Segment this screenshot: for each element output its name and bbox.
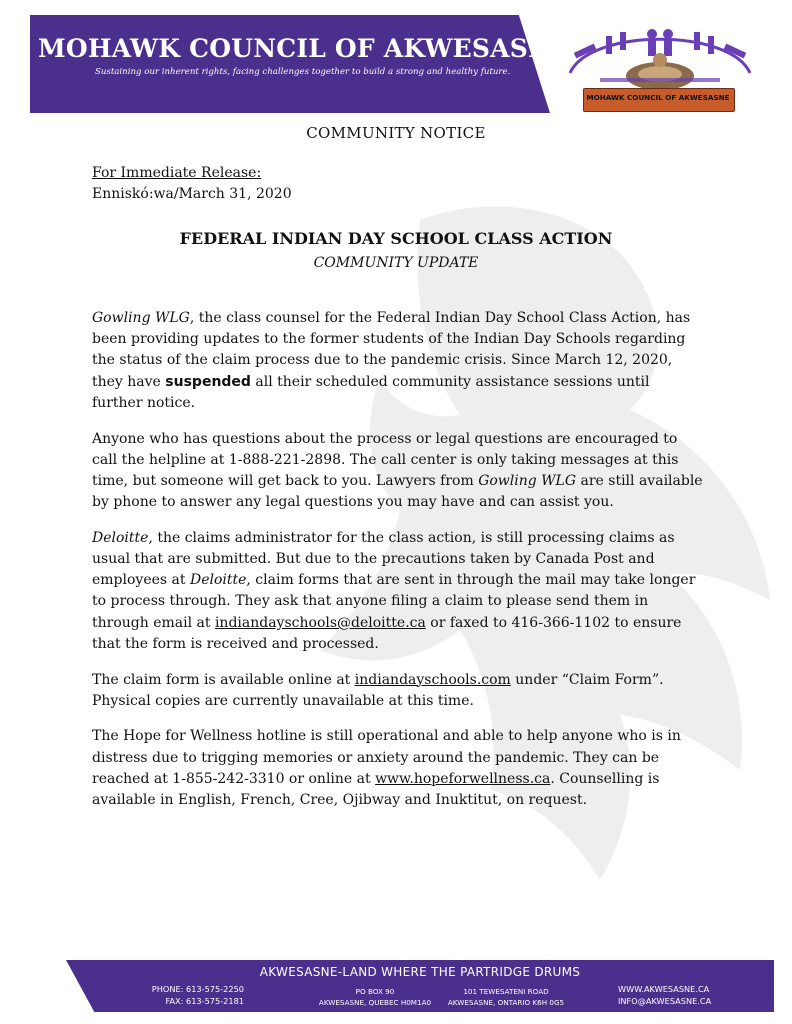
organization-name: MOHAWK COUNCIL OF AKWESASNE <box>38 34 571 63</box>
emphasis-suspended: suspended <box>165 373 251 390</box>
release-label: For Immediate Release: <box>92 165 262 181</box>
text-run: . Counselling is available in English, French, Cree, Ojibway and Inuktitut, on request. <box>92 770 660 809</box>
header-banner <box>30 15 571 113</box>
wellness-website-link[interactable]: www.hopeforwellness.ca <box>375 770 551 787</box>
footer-web-block <box>618 983 748 1007</box>
footer-road-city: AKWESASNE, ONTARIO K6H 0G5 <box>447 998 565 1007</box>
footer-po-city: AKWESASNE, QUEBEC H0M1A0 <box>318 998 432 1007</box>
paragraph-helpline <box>92 429 704 514</box>
footer-website-link[interactable]: WWW.AKWESASNE.CA <box>618 984 710 994</box>
text-run: , claim forms that are sent in through the mail may take longer to process through. They ask that anyone filing a claim to please send them in through email at <box>92 572 696 631</box>
paragraph-gowling-update <box>92 308 704 414</box>
footer-road: 101 TEWESATENI ROAD <box>463 987 549 996</box>
footer-phone-block <box>140 983 244 1007</box>
footer-fax: FAX: 613-575-2181 <box>165 996 244 1006</box>
footer-phone: PHONE: 613-575-2250 <box>151 984 244 994</box>
text-run: The Hope for Wellness hotline is still operational and able to help anyone who is in distress due to trigging memories or anxiety around the pandemic. They can be reached at 1-855-242-3310 or online at <box>92 728 681 787</box>
footer-po-box: PO BOX 90 <box>355 987 395 996</box>
footer-motto: AKWESASNE-LAND WHERE THE PARTRIDGE DRUMS <box>259 965 581 979</box>
paragraph-deloitte <box>92 528 704 655</box>
subheadline: COMMUNITY UPDATE <box>313 255 479 271</box>
paragraph-claim-form <box>92 670 704 712</box>
footer-email-link[interactable]: INFO@AKWESASNE.CA <box>618 996 712 1006</box>
text-run: , the class counsel for the Federal Indian Day School Class Action, has been providing updates to the former students of the Indian Day Schools regarding the status of the claim process due to the pandemic crisis. Since March 12, 2020, they have <box>92 310 691 390</box>
paragraphs <box>92 308 704 826</box>
text-run: under “Claim Form”. Physical copies are currently unavailable at this time. <box>92 671 664 709</box>
email-link[interactable]: indiandayschools@deloitte.ca <box>214 614 426 631</box>
text-run: The claim form is available online at <box>92 671 355 688</box>
footer-po-block <box>310 986 440 1008</box>
organization-tagline: Sustaining our inherent rights, facing challenges together to build a strong and healthy future. <box>95 67 511 77</box>
text-run: all their scheduled community assistance sessions until further notice. <box>92 373 650 411</box>
paragraph-hope-for-wellness <box>92 726 704 811</box>
claim-website-link[interactable]: indiandayschools.com <box>354 671 511 688</box>
headline: FEDERAL INDIAN DAY SCHOOL CLASS ACTION <box>179 229 613 248</box>
seal-label: MOHAWK COUNCIL OF AKWESASNE <box>586 93 730 102</box>
org-deloitte: Deloitte <box>189 572 247 589</box>
text-run: or faxed to 416-366-1102 to ensure that the form is received and processed. <box>92 614 682 652</box>
notice-title: COMMUNITY NOTICE <box>306 124 486 142</box>
footer-road-block <box>440 986 572 1008</box>
text-run: , the claims administrator for the class action, is still processing claims as usual that are submitted. But due to the precautions taken by Canada Post and employees at <box>92 529 675 589</box>
org-deloitte: Deloitte <box>92 529 149 546</box>
release-date: Enniskó:wa/March 31, 2020 <box>92 186 292 202</box>
org-gowling: Gowling WLG <box>92 310 190 326</box>
text-run: Anyone who has questions about the process or legal questions are encouraged to call the helpline at 1-888-221-2898. The call center is only taking messages at this time, but someone will get back to you. Lawyers from <box>92 430 679 489</box>
org-gowling: Gowling WLG <box>478 472 577 489</box>
text-run: are still available by phone to answer any legal questions you may have and can assist you. <box>92 472 703 511</box>
